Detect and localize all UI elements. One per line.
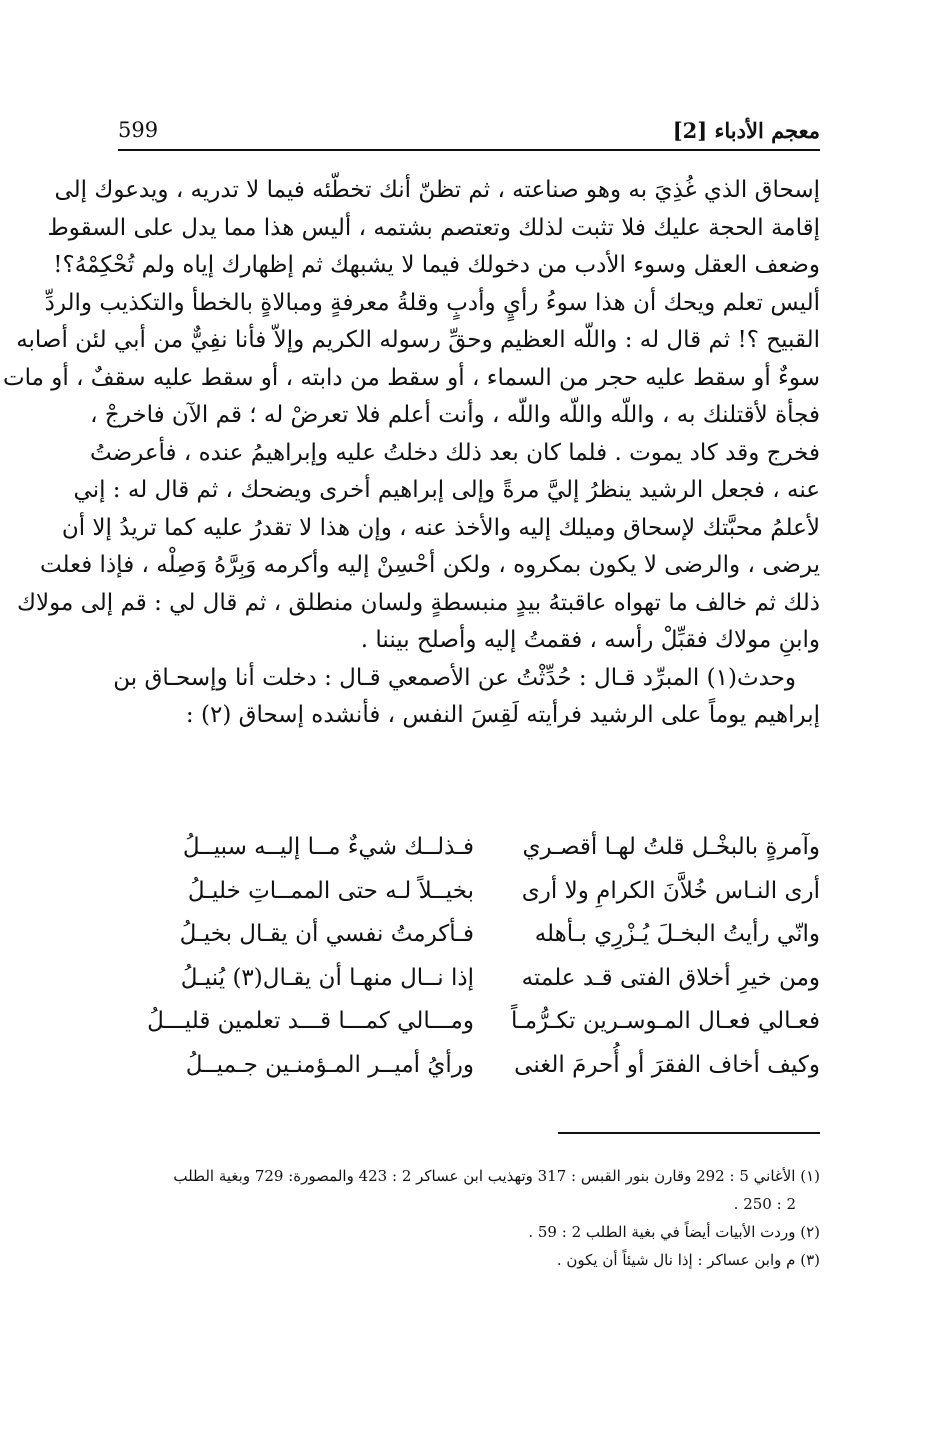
poem-verse (134, 834, 820, 878)
footnote-continuation: 2 : 250 . (733, 1195, 796, 1213)
text-line: القبيح ؟! ثم قال له : واللّه العظيم وحقِّ رسوله الكريم وإلاّ فأنا نفِيٌّ من أبي لئن أصابه (16, 327, 820, 353)
verse-first-hemistich: أرى النـاس خُلاَّنَ الكرامِ ولا أرى (521, 877, 820, 904)
text-line: إقامة الحجة عليك فلا تثبت لذلك وتعتصم بشتمه ، أليس هذا مما يدل على السقوط (47, 214, 820, 241)
text-line: وضعف العقل وسوء الأدب من دخولك فيما لا يشبهك ثم إظهارك إياه ولم تُحْكِمْهُ؟! (53, 252, 820, 278)
verse-second-hemistich: فـذلــك شيءٌ مــا إليــه سبيــلُ (182, 834, 474, 860)
verse-second-hemistich: إذا نــال منهـا أن يقـال(٣) يُنيـلُ (180, 964, 474, 991)
text-line: أليس تعلم ويحك أن هذا سوءُ رأيٍ وأدبٍ وقلةُ معرفةٍ ومبالاةٍ بالخطأ والتكذيب والردِّ (44, 289, 820, 316)
text-line: لأعلمُ محبَّتك لإسحاق وميلك إليه والأخذ عنه ، وإن هذا لا تقدرُ عليه كما تريدُ إلا أن (61, 514, 820, 541)
text-line: يرضى ، والرضى لا يكون بمكروه ، ولكن أحْسِنْ إليه وأكرمه وَبِرَّهُ وَصِلْه ، فإذا فعلت (39, 552, 820, 578)
footnotes (112, 1162, 820, 1274)
text-line: فجأة لأقتلنك به ، واللّه واللّه واللّه ، وأنت أعلم فلا تعرضْ له ؛ قم الآن فاخرجْ ، (90, 402, 820, 428)
body-text (2, 172, 820, 735)
text-line: وحدث(١) المبرِّد قـال : حُدِّثْتُ عن الأصمعي قـال : دخلت أنا وإسحـاق بن (113, 664, 796, 691)
page-header (118, 116, 820, 150)
footnote-divider (558, 1132, 820, 1134)
header-divider (118, 149, 820, 151)
verse-first-hemistich: وكيف أخاف الفقرَ أو أُحرمَ الغنى (514, 1051, 820, 1078)
verse-second-hemistich: ورأيُ أميــر المـؤمنـين جـميــلُ (185, 1051, 474, 1078)
verse-first-hemistich: وآمرةٍ بالبخْـل قلتُ لهـا أقصـري (522, 834, 820, 860)
verse-second-hemistich: فـأكرمتُ نفسي أن يقـال بخيـلُ (179, 921, 474, 947)
poem-verse (134, 878, 820, 922)
verse-first-hemistich: فعـالي فعـال المـوسـرين تكـرُّمـاً (510, 1008, 820, 1034)
page-number: 599 (118, 118, 159, 142)
verse-second-hemistich: بخيــلاً لـه حتى الممــاتِ خليـلُ (187, 877, 474, 904)
verse-first-hemistich: ومن خيرِ أخلاق الفتى قـد علمته (521, 964, 820, 991)
text-line: ذلك ثم خالف ما تهواه عاقبتهُ بيدٍ منبسطةٍ ولسان منطلق ، ثم قال لي : قم إلى مولاك (17, 589, 820, 616)
footnote: (٣) م وابن عساكر : إذا نال شيئاً أن يكون . (556, 1251, 820, 1269)
poem-verse (134, 965, 820, 1009)
running-title: معجم الأدباء [2] (672, 118, 820, 143)
footnote: (١) الأغاني 5 : 292 وقارن بنور القبس : 317 وتهذيب ابن عساكر 2 : 423 والمصورة: 729 وبغية الطلب (173, 1167, 820, 1185)
text-line: إسحاق الذي غُذِيَ به وهو صناعته ، ثم تظنّ أنك تخطّئه فيما لا تدريه ، ويدعوك إلى (54, 177, 820, 203)
poem-verse (134, 1052, 820, 1096)
text-line: عنه ، فجعل الرشيد ينظرُ إليَّ مرةً وإلى إبراهيم أخرى ويضحك ، ثم قال له : إني (73, 477, 820, 503)
poem-verse (134, 921, 820, 965)
text-line: فخرج وقد كاد يموت . فلما كان بعد ذلك دخلتُ عليه وإبراهيمُ عنده ، فأعرضتُ (90, 439, 820, 466)
text-line: وابنِ مولاك فقبِّلْ رأسه ، فقمتُ إليه وأصلح بيننا . (360, 627, 820, 653)
text-line: سوءٌ أو سقط عليه حجر من السماء ، أو سقط من دابته ، أو سقط عليه سقفٌ ، أو مات (2, 364, 820, 391)
poem-verse (134, 1008, 820, 1052)
text-line: إبراهيم يوماً على الرشيد فرأيته لَقِسَ النفس ، فأنشده إسحاق (٢) : (185, 702, 820, 728)
footnote: (٢) وردت الأبيات أيضاً في بغية الطلب 2 : 59 . (528, 1223, 820, 1241)
verse-first-hemistich: وانّي رأيتُ البخـلَ يُـزْرِي بـأهله (534, 921, 820, 947)
poem (134, 834, 820, 1095)
verse-second-hemistich: ومـــالي كمـــا قـــد تعلمين قليـــلُ (147, 1008, 474, 1034)
